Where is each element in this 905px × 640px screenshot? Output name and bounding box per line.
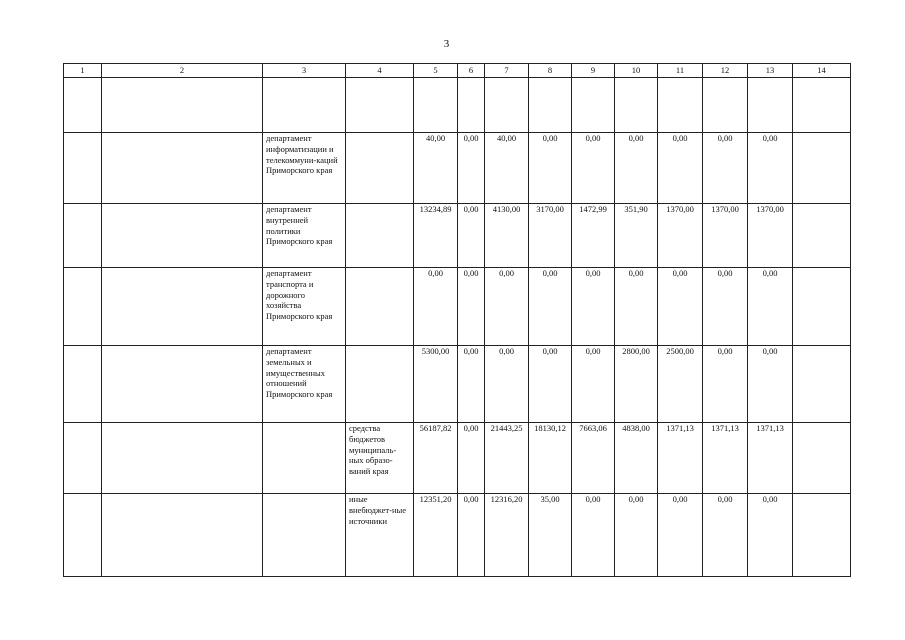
table-row (64, 268, 851, 346)
value-cell: 0,00 (458, 494, 485, 577)
row-number-cell (64, 494, 102, 577)
notes-cell (793, 133, 851, 204)
column-header: 10 (615, 64, 658, 78)
funding-source-cell (346, 204, 414, 268)
value-cell (658, 78, 703, 133)
value-cell: 0,00 (703, 494, 748, 577)
executor-cell: департамент внутренней политики Приморского края (263, 204, 346, 268)
value-cell: 0,00 (529, 346, 572, 423)
value-cell: 2800,00 (615, 346, 658, 423)
value-cell: 35,00 (529, 494, 572, 577)
column-header: 13 (748, 64, 793, 78)
value-cell: 21443,25 (485, 423, 529, 494)
value-cell: 0,00 (658, 268, 703, 346)
value-cell (572, 78, 615, 133)
value-cell: 1371,13 (748, 423, 793, 494)
value-cell: 0,00 (458, 268, 485, 346)
value-cell (748, 78, 793, 133)
column-header: 3 (263, 64, 346, 78)
column-header: 14 (793, 64, 851, 78)
value-cell: 0,00 (703, 346, 748, 423)
value-cell: 4130,00 (485, 204, 529, 268)
value-cell: 1371,13 (658, 423, 703, 494)
page-number: 3 (443, 38, 450, 50)
notes-cell (793, 346, 851, 423)
table-row (64, 78, 851, 133)
value-cell: 0,00 (529, 268, 572, 346)
column-header: 5 (414, 64, 458, 78)
value-cell: 0,00 (615, 494, 658, 577)
measure-cell (102, 423, 263, 494)
value-cell: 0,00 (748, 268, 793, 346)
column-header: 8 (529, 64, 572, 78)
value-cell: 56187,82 (414, 423, 458, 494)
measure-cell (102, 78, 263, 133)
value-cell: 4838,00 (615, 423, 658, 494)
value-cell: 18130,12 (529, 423, 572, 494)
value-cell: 0,00 (748, 346, 793, 423)
column-header: 9 (572, 64, 615, 78)
column-header: 12 (703, 64, 748, 78)
row-number-cell (64, 268, 102, 346)
row-number-cell (64, 423, 102, 494)
funding-source-cell (346, 268, 414, 346)
value-cell: 0,00 (658, 494, 703, 577)
measure-cell (102, 204, 263, 268)
funding-source-cell (346, 346, 414, 423)
value-cell: 0,00 (485, 268, 529, 346)
value-cell: 0,00 (414, 268, 458, 346)
table-row (64, 494, 851, 577)
value-cell: 0,00 (572, 346, 615, 423)
value-cell: 7663,06 (572, 423, 615, 494)
value-cell: 0,00 (748, 494, 793, 577)
column-header: 2 (102, 64, 263, 78)
column-header: 11 (658, 64, 703, 78)
value-cell (458, 78, 485, 133)
value-cell: 0,00 (485, 346, 529, 423)
value-cell (703, 78, 748, 133)
value-cell: 0,00 (703, 133, 748, 204)
column-header: 7 (485, 64, 529, 78)
row-number-cell (64, 346, 102, 423)
value-cell: 1371,13 (703, 423, 748, 494)
value-cell: 40,00 (414, 133, 458, 204)
table-row (64, 133, 851, 204)
value-cell: 13234,89 (414, 204, 458, 268)
value-cell: 0,00 (572, 268, 615, 346)
value-cell (414, 78, 458, 133)
notes-cell (793, 204, 851, 268)
value-cell: 0,00 (458, 204, 485, 268)
notes-cell (793, 78, 851, 133)
funding-source-cell: средства бюджетов муниципаль-ных образо-ваний края (346, 423, 414, 494)
table-row (64, 204, 851, 268)
notes-cell (793, 423, 851, 494)
value-cell: 1370,00 (748, 204, 793, 268)
table-row (64, 423, 851, 494)
notes-cell (793, 494, 851, 577)
value-cell: 40,00 (485, 133, 529, 204)
value-cell: 351,90 (615, 204, 658, 268)
value-cell: 5300,00 (414, 346, 458, 423)
budget-table (63, 63, 851, 577)
value-cell (529, 78, 572, 133)
executor-cell (263, 423, 346, 494)
funding-source-cell: иные внебюджет-ные источники (346, 494, 414, 577)
value-cell: 0,00 (748, 133, 793, 204)
column-header: 4 (346, 64, 414, 78)
measure-cell (102, 268, 263, 346)
funding-source-cell (346, 133, 414, 204)
header-row (64, 64, 851, 78)
value-cell: 3170,00 (529, 204, 572, 268)
value-cell: 0,00 (458, 423, 485, 494)
value-cell: 0,00 (615, 268, 658, 346)
column-header: 6 (458, 64, 485, 78)
notes-cell (793, 268, 851, 346)
value-cell: 0,00 (458, 133, 485, 204)
value-cell: 12351,20 (414, 494, 458, 577)
executor-cell: департамент транспорта и дорожного хозяйства Приморского края (263, 268, 346, 346)
executor-cell: департамент информатизации и телекоммуни-каций Приморского края (263, 133, 346, 204)
table-row (64, 346, 851, 423)
value-cell: 0,00 (615, 133, 658, 204)
row-number-cell (64, 204, 102, 268)
column-header: 1 (64, 64, 102, 78)
value-cell: 2500,00 (658, 346, 703, 423)
executor-cell (263, 78, 346, 133)
value-cell: 12316,20 (485, 494, 529, 577)
funding-source-cell (346, 78, 414, 133)
value-cell: 0,00 (529, 133, 572, 204)
row-number-cell (64, 133, 102, 204)
value-cell: 1370,00 (658, 204, 703, 268)
value-cell: 1472,99 (572, 204, 615, 268)
measure-cell (102, 133, 263, 204)
value-cell: 0,00 (458, 346, 485, 423)
value-cell: 0,00 (572, 494, 615, 577)
measure-cell (102, 494, 263, 577)
value-cell: 0,00 (658, 133, 703, 204)
row-number-cell (64, 78, 102, 133)
value-cell: 0,00 (703, 268, 748, 346)
value-cell: 0,00 (572, 133, 615, 204)
value-cell: 1370,00 (703, 204, 748, 268)
executor-cell: департамент земельных и имущественных отношений Приморского края (263, 346, 346, 423)
measure-cell (102, 346, 263, 423)
value-cell (615, 78, 658, 133)
value-cell (485, 78, 529, 133)
executor-cell (263, 494, 346, 577)
